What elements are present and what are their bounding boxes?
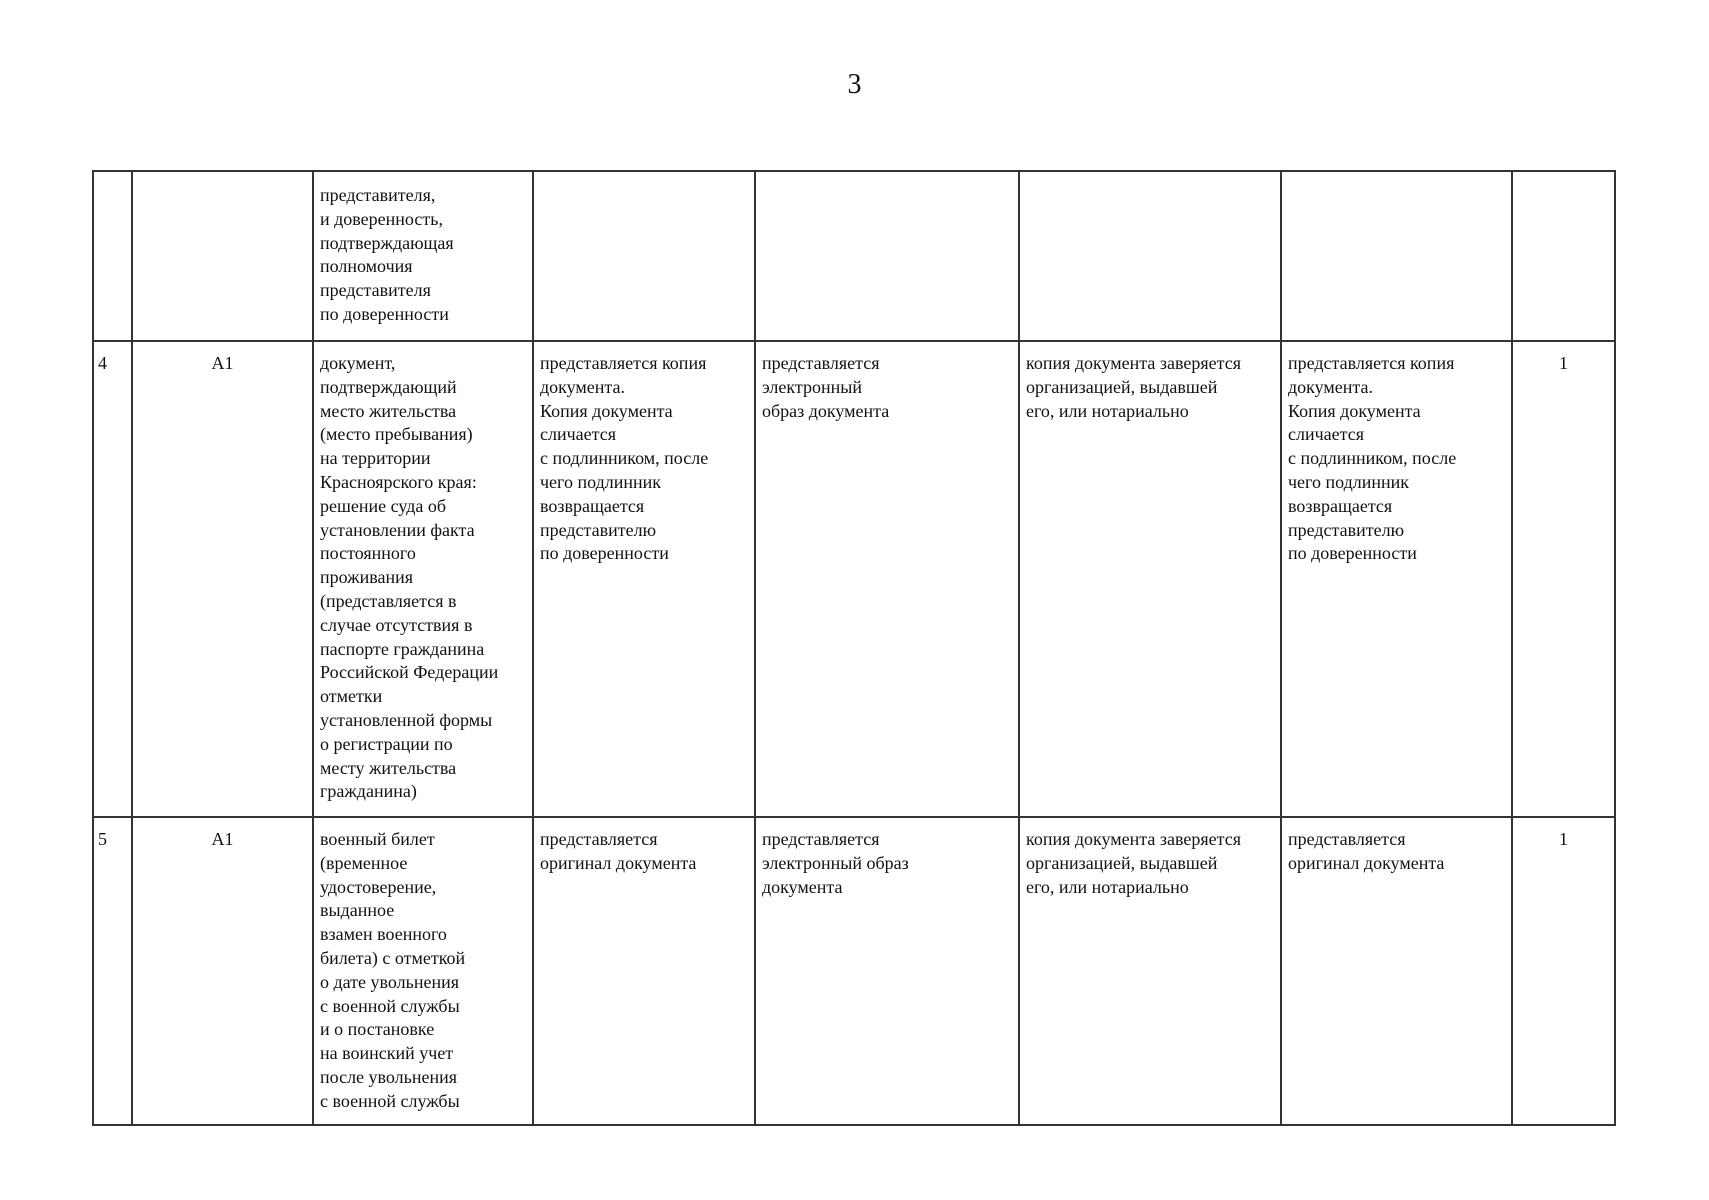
page-number: 3 bbox=[847, 69, 862, 100]
count-cell: 1 bbox=[1512, 817, 1615, 1125]
electronic-form-cell: представляется электронный образ документа bbox=[755, 817, 1019, 1125]
table-row bbox=[93, 171, 1615, 341]
count-cell bbox=[1512, 171, 1615, 341]
documents-table bbox=[92, 170, 1616, 1126]
row-number-cell bbox=[93, 171, 132, 341]
electronic-form-cell: представляется электронный образ документа bbox=[755, 341, 1019, 817]
submission-form-alt-cell: представляется оригинал документа bbox=[1281, 817, 1512, 1125]
document-name-cell: представителя, и доверенность, подтверждающая полномочия представителя по доверенности bbox=[313, 171, 533, 341]
certification-cell bbox=[1019, 171, 1281, 341]
document-name-cell: военный билет (временное удостоверение, выданное взамен военного билета) с отметкой о дате увольнения с военной службы и о постановке на воинский учет после увольнения с военной службы bbox=[313, 817, 533, 1125]
count-cell: 1 bbox=[1512, 341, 1615, 817]
electronic-form-cell bbox=[755, 171, 1019, 341]
code-cell: А1 bbox=[132, 817, 313, 1125]
code-cell bbox=[132, 171, 313, 341]
table-row bbox=[93, 817, 1615, 1125]
submission-form-alt-cell: представляется копия документа. Копия документа сличается с подлинником, после чего подлинник возвращается представителю по доверенности bbox=[1281, 341, 1512, 817]
certification-cell: копия документа заверяется организацией, выдавшей его, или нотариально bbox=[1019, 817, 1281, 1125]
document-name-cell: документ, подтверждающий место жительства (место пребывания) на территории Красноярского края: решение суда об установлении факта постоянного проживания (представляется в случае отсутствия в паспорте гражданина Российской Федерации отметки установленной формы о регистрации по месту жительства гражданина) bbox=[313, 341, 533, 817]
code-cell: А1 bbox=[132, 341, 313, 817]
submission-form-cell: представляется оригинал документа bbox=[533, 817, 755, 1125]
submission-form-alt-cell bbox=[1281, 171, 1512, 341]
certification-cell: копия документа заверяется организацией, выдавшей его, или нотариально bbox=[1019, 341, 1281, 817]
submission-form-cell bbox=[533, 171, 755, 341]
table-row bbox=[93, 341, 1615, 817]
submission-form-cell: представляется копия документа. Копия документа сличается с подлинником, после чего подлинник возвращается представителю по доверенности bbox=[533, 341, 755, 817]
row-number-cell: 5 bbox=[93, 817, 132, 1125]
row-number-cell: 4 bbox=[93, 341, 132, 817]
